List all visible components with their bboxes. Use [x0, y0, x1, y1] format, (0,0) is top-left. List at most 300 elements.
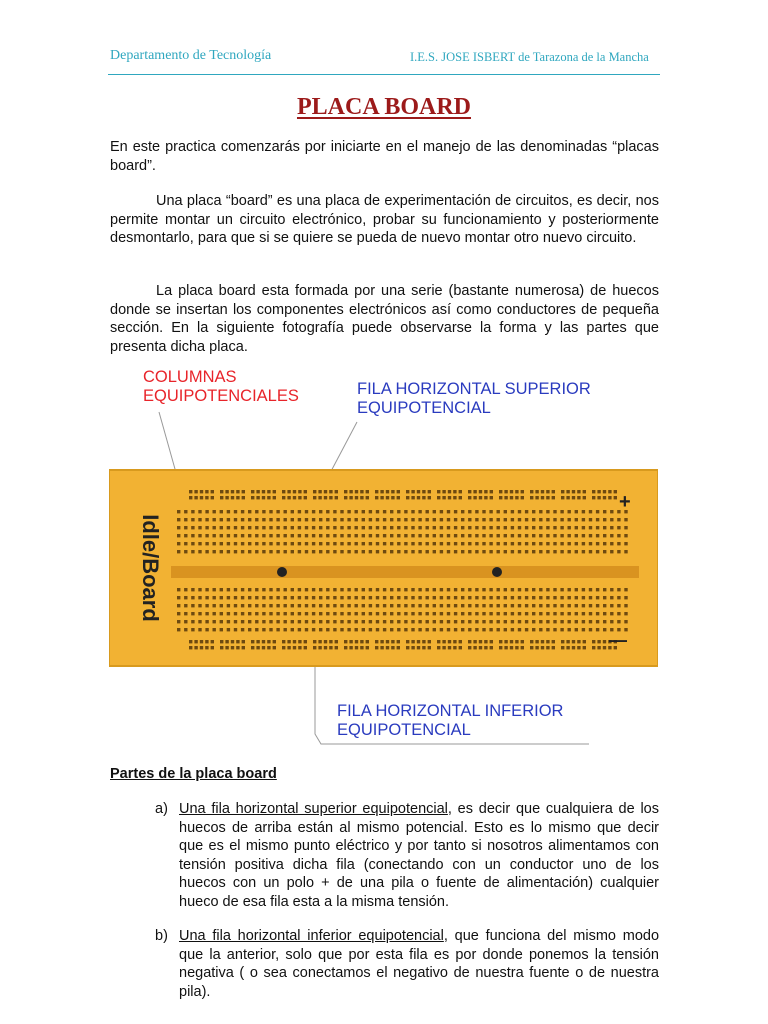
hole	[418, 620, 421, 623]
hole	[617, 550, 620, 553]
hole	[291, 550, 294, 553]
hole	[442, 646, 445, 649]
hole	[333, 518, 336, 521]
hole	[482, 510, 485, 513]
hole	[273, 496, 276, 499]
hole	[411, 640, 414, 643]
hole	[220, 542, 223, 545]
hole	[603, 526, 606, 529]
hole	[518, 596, 521, 599]
hole	[255, 588, 258, 591]
hole	[603, 646, 606, 649]
hole	[205, 640, 208, 643]
hole	[375, 490, 378, 493]
hole	[530, 496, 533, 499]
hole	[417, 490, 420, 493]
hole	[468, 628, 471, 631]
hole	[515, 640, 518, 643]
hole	[592, 496, 595, 499]
hole	[293, 640, 296, 643]
hole	[426, 612, 429, 615]
hole	[298, 526, 301, 529]
hole	[426, 534, 429, 537]
hole	[251, 646, 254, 649]
hole	[546, 542, 549, 545]
hole	[568, 596, 571, 599]
hole	[459, 496, 462, 499]
hole	[347, 542, 350, 545]
hole	[177, 510, 180, 513]
hole	[269, 510, 272, 513]
hole	[603, 620, 606, 623]
hole	[234, 612, 237, 615]
hole	[380, 496, 383, 499]
hole	[255, 596, 258, 599]
hole	[539, 612, 542, 615]
hole	[589, 526, 592, 529]
hole	[422, 640, 425, 643]
hole	[603, 534, 606, 537]
hole	[205, 550, 208, 553]
hole	[255, 534, 258, 537]
hole	[610, 612, 613, 615]
hole	[284, 588, 287, 591]
hole	[596, 620, 599, 623]
hole	[362, 612, 365, 615]
hole	[369, 620, 372, 623]
hole	[589, 596, 592, 599]
hole	[305, 596, 308, 599]
hole	[340, 534, 343, 537]
list-item	[155, 800, 659, 912]
hole	[386, 640, 389, 643]
hole	[305, 510, 308, 513]
hole	[404, 534, 407, 537]
hole	[189, 640, 192, 643]
hole	[447, 604, 450, 607]
hole	[340, 628, 343, 631]
hole	[383, 628, 386, 631]
hole	[422, 490, 425, 493]
hole	[213, 596, 216, 599]
hole	[376, 588, 379, 591]
hole	[577, 490, 580, 493]
hole	[504, 646, 507, 649]
hole	[397, 518, 400, 521]
hole	[366, 640, 369, 643]
hole	[326, 588, 329, 591]
hole	[340, 510, 343, 513]
hole	[269, 588, 272, 591]
hole	[241, 550, 244, 553]
hole	[617, 518, 620, 521]
hole	[525, 518, 528, 521]
hole	[262, 526, 265, 529]
hole	[251, 640, 254, 643]
hole	[447, 526, 450, 529]
hole	[596, 510, 599, 513]
hole	[440, 518, 443, 521]
hole	[291, 510, 294, 513]
hole	[422, 646, 425, 649]
hole	[433, 550, 436, 553]
hole	[518, 612, 521, 615]
hole	[298, 628, 301, 631]
hole	[198, 510, 201, 513]
hole	[504, 620, 507, 623]
hole	[447, 510, 450, 513]
hole	[205, 646, 208, 649]
hole	[234, 588, 237, 591]
hole	[397, 628, 400, 631]
hole	[276, 588, 279, 591]
hole	[282, 490, 285, 493]
hole	[596, 526, 599, 529]
hole	[596, 534, 599, 537]
hole	[248, 612, 251, 615]
hole	[553, 620, 556, 623]
hole	[489, 588, 492, 591]
hole	[539, 604, 542, 607]
hole	[482, 518, 485, 521]
breadboard-figure	[109, 362, 658, 750]
hole	[418, 518, 421, 521]
hole	[596, 612, 599, 615]
hole	[198, 542, 201, 545]
hole	[236, 646, 239, 649]
hole	[518, 542, 521, 545]
hole	[349, 640, 352, 643]
hole	[191, 596, 194, 599]
hole	[497, 620, 500, 623]
hole	[596, 588, 599, 591]
hole	[269, 628, 272, 631]
hole	[291, 604, 294, 607]
hole	[369, 596, 372, 599]
hole	[454, 596, 457, 599]
hole	[355, 518, 358, 521]
hole	[241, 612, 244, 615]
hole	[589, 510, 592, 513]
hole	[484, 490, 487, 493]
hole	[433, 534, 436, 537]
hole	[242, 490, 245, 493]
hole	[213, 604, 216, 607]
hole	[568, 550, 571, 553]
hole	[248, 588, 251, 591]
hole	[624, 596, 627, 599]
hole	[248, 596, 251, 599]
hole	[454, 628, 457, 631]
hole	[333, 550, 336, 553]
hole	[227, 534, 230, 537]
hole	[546, 490, 549, 493]
hole	[375, 496, 378, 499]
hole	[624, 526, 627, 529]
hole	[191, 588, 194, 591]
hole	[504, 588, 507, 591]
hole	[305, 518, 308, 521]
hole	[397, 526, 400, 529]
hole	[312, 588, 315, 591]
hole	[411, 526, 414, 529]
hole	[553, 604, 556, 607]
hole	[575, 542, 578, 545]
hole	[390, 542, 393, 545]
hole	[417, 646, 420, 649]
hole	[418, 604, 421, 607]
hole	[461, 604, 464, 607]
hole	[298, 596, 301, 599]
hole	[291, 596, 294, 599]
hole	[335, 496, 338, 499]
hole	[376, 518, 379, 521]
minus-sign: —	[609, 630, 627, 650]
hole	[589, 588, 592, 591]
hole	[482, 526, 485, 529]
hole	[242, 496, 245, 499]
hole	[440, 550, 443, 553]
hole	[532, 518, 535, 521]
hole	[428, 490, 431, 493]
hole	[546, 518, 549, 521]
hole	[539, 518, 542, 521]
hole	[369, 604, 372, 607]
hole	[184, 596, 187, 599]
hole	[366, 646, 369, 649]
hole	[504, 490, 507, 493]
hole	[490, 640, 493, 643]
hole	[489, 526, 492, 529]
hole	[291, 628, 294, 631]
hole	[497, 604, 500, 607]
hole	[305, 534, 308, 537]
hole	[291, 620, 294, 623]
hole	[546, 596, 549, 599]
hole	[437, 490, 440, 493]
hole	[617, 588, 620, 591]
hole	[347, 526, 350, 529]
hole	[454, 604, 457, 607]
hole	[541, 496, 544, 499]
hole	[515, 490, 518, 493]
hole	[267, 646, 270, 649]
hole	[355, 620, 358, 623]
hole	[575, 612, 578, 615]
hole	[360, 496, 363, 499]
hole	[324, 640, 327, 643]
hole	[329, 646, 332, 649]
hole	[411, 550, 414, 553]
hole	[572, 496, 575, 499]
paragraph-description: La placa board esta formada por una serie (bastante numerosa) de huecos donde se insertan los componentes electrónicos así como conductores de pequeña sección. En la siguiente fotografía puede observarse la forma y las partes que presenta dicha placa.	[110, 283, 659, 355]
hole	[205, 510, 208, 513]
hole	[184, 604, 187, 607]
hole	[362, 596, 365, 599]
hole	[411, 510, 414, 513]
hole	[383, 510, 386, 513]
hole	[298, 496, 301, 499]
hole	[610, 510, 613, 513]
hole	[535, 640, 538, 643]
hole	[256, 490, 259, 493]
hole	[383, 596, 386, 599]
hole	[437, 496, 440, 499]
hole	[355, 496, 358, 499]
hole	[189, 496, 192, 499]
hole	[248, 510, 251, 513]
hole	[298, 534, 301, 537]
hole	[461, 542, 464, 545]
hole	[530, 646, 533, 649]
hole	[624, 550, 627, 553]
hole	[418, 612, 421, 615]
hole	[184, 542, 187, 545]
hole	[340, 526, 343, 529]
hole	[198, 604, 201, 607]
hole	[473, 646, 476, 649]
hole	[461, 628, 464, 631]
hole	[220, 588, 223, 591]
hole	[248, 542, 251, 545]
hole	[366, 496, 369, 499]
hole	[511, 542, 514, 545]
hole	[284, 596, 287, 599]
hole	[276, 628, 279, 631]
hole	[459, 646, 462, 649]
item-term: Una fila horizontal inferior equipotencial	[179, 928, 444, 944]
hole	[589, 518, 592, 521]
hole	[291, 518, 294, 521]
hole	[560, 510, 563, 513]
hole	[205, 496, 208, 499]
hole	[298, 620, 301, 623]
hole	[617, 596, 620, 599]
hole	[614, 490, 617, 493]
hole	[525, 620, 528, 623]
hole	[418, 588, 421, 591]
hole	[539, 534, 542, 537]
hole	[293, 646, 296, 649]
hole	[262, 510, 265, 513]
hole	[191, 526, 194, 529]
hole	[459, 490, 462, 493]
hole	[426, 588, 429, 591]
hole	[340, 604, 343, 607]
hole	[213, 510, 216, 513]
hole	[442, 496, 445, 499]
hole	[220, 604, 223, 607]
hole	[404, 542, 407, 545]
hole	[597, 496, 600, 499]
hole	[355, 534, 358, 537]
hole	[497, 628, 500, 631]
hole	[525, 526, 528, 529]
hole	[575, 604, 578, 607]
hole	[406, 496, 409, 499]
hole	[575, 628, 578, 631]
hole	[200, 496, 203, 499]
hole	[560, 542, 563, 545]
hole	[347, 518, 350, 521]
hole	[318, 496, 321, 499]
hole	[298, 542, 301, 545]
hole	[499, 490, 502, 493]
hole	[241, 588, 244, 591]
item-term: Una fila horizontal superior equipotencial	[179, 801, 448, 817]
hole	[312, 542, 315, 545]
hole	[566, 490, 569, 493]
hole	[411, 604, 414, 607]
hole	[532, 588, 535, 591]
hole	[269, 596, 272, 599]
hole	[497, 542, 500, 545]
hole	[220, 646, 223, 649]
hole	[369, 542, 372, 545]
hole	[566, 640, 569, 643]
hole	[227, 526, 230, 529]
hole	[291, 542, 294, 545]
hole	[319, 550, 322, 553]
hole	[227, 510, 230, 513]
hole	[422, 496, 425, 499]
hole	[234, 526, 237, 529]
hole	[198, 596, 201, 599]
hole	[269, 526, 272, 529]
list-marker: b)	[155, 928, 168, 944]
hole	[482, 628, 485, 631]
hole	[546, 628, 549, 631]
hole	[582, 604, 585, 607]
hole	[572, 490, 575, 493]
hole	[344, 640, 347, 643]
hole	[383, 550, 386, 553]
hole	[521, 490, 524, 493]
hole	[189, 646, 192, 649]
hole	[610, 550, 613, 553]
paragraph-definition: Una placa “board” es una placa de experimentación de circuitos, es decir, nos permite montar un circuito electrónico, probar su funcionamiento y posteriormente desmontarlo, para que si se quiere se pueda de nuevo montar otro nuevo circuito.	[110, 193, 659, 247]
hole	[603, 596, 606, 599]
hole	[241, 542, 244, 545]
hole	[191, 604, 194, 607]
hole	[312, 628, 315, 631]
hole	[521, 646, 524, 649]
hole	[333, 596, 336, 599]
hole	[236, 640, 239, 643]
hole	[194, 646, 197, 649]
hole	[440, 542, 443, 545]
hole	[326, 604, 329, 607]
hole	[532, 550, 535, 553]
hole	[333, 604, 336, 607]
hole	[411, 646, 414, 649]
hole	[582, 596, 585, 599]
hole	[560, 612, 563, 615]
hole	[411, 496, 414, 499]
hole	[251, 496, 254, 499]
hole	[312, 550, 315, 553]
hole	[568, 612, 571, 615]
hole	[617, 604, 620, 607]
hole	[568, 588, 571, 591]
hole	[489, 604, 492, 607]
hole	[276, 612, 279, 615]
hole	[236, 496, 239, 499]
hole	[518, 588, 521, 591]
hole	[369, 526, 372, 529]
hole	[397, 646, 400, 649]
hole	[426, 604, 429, 607]
